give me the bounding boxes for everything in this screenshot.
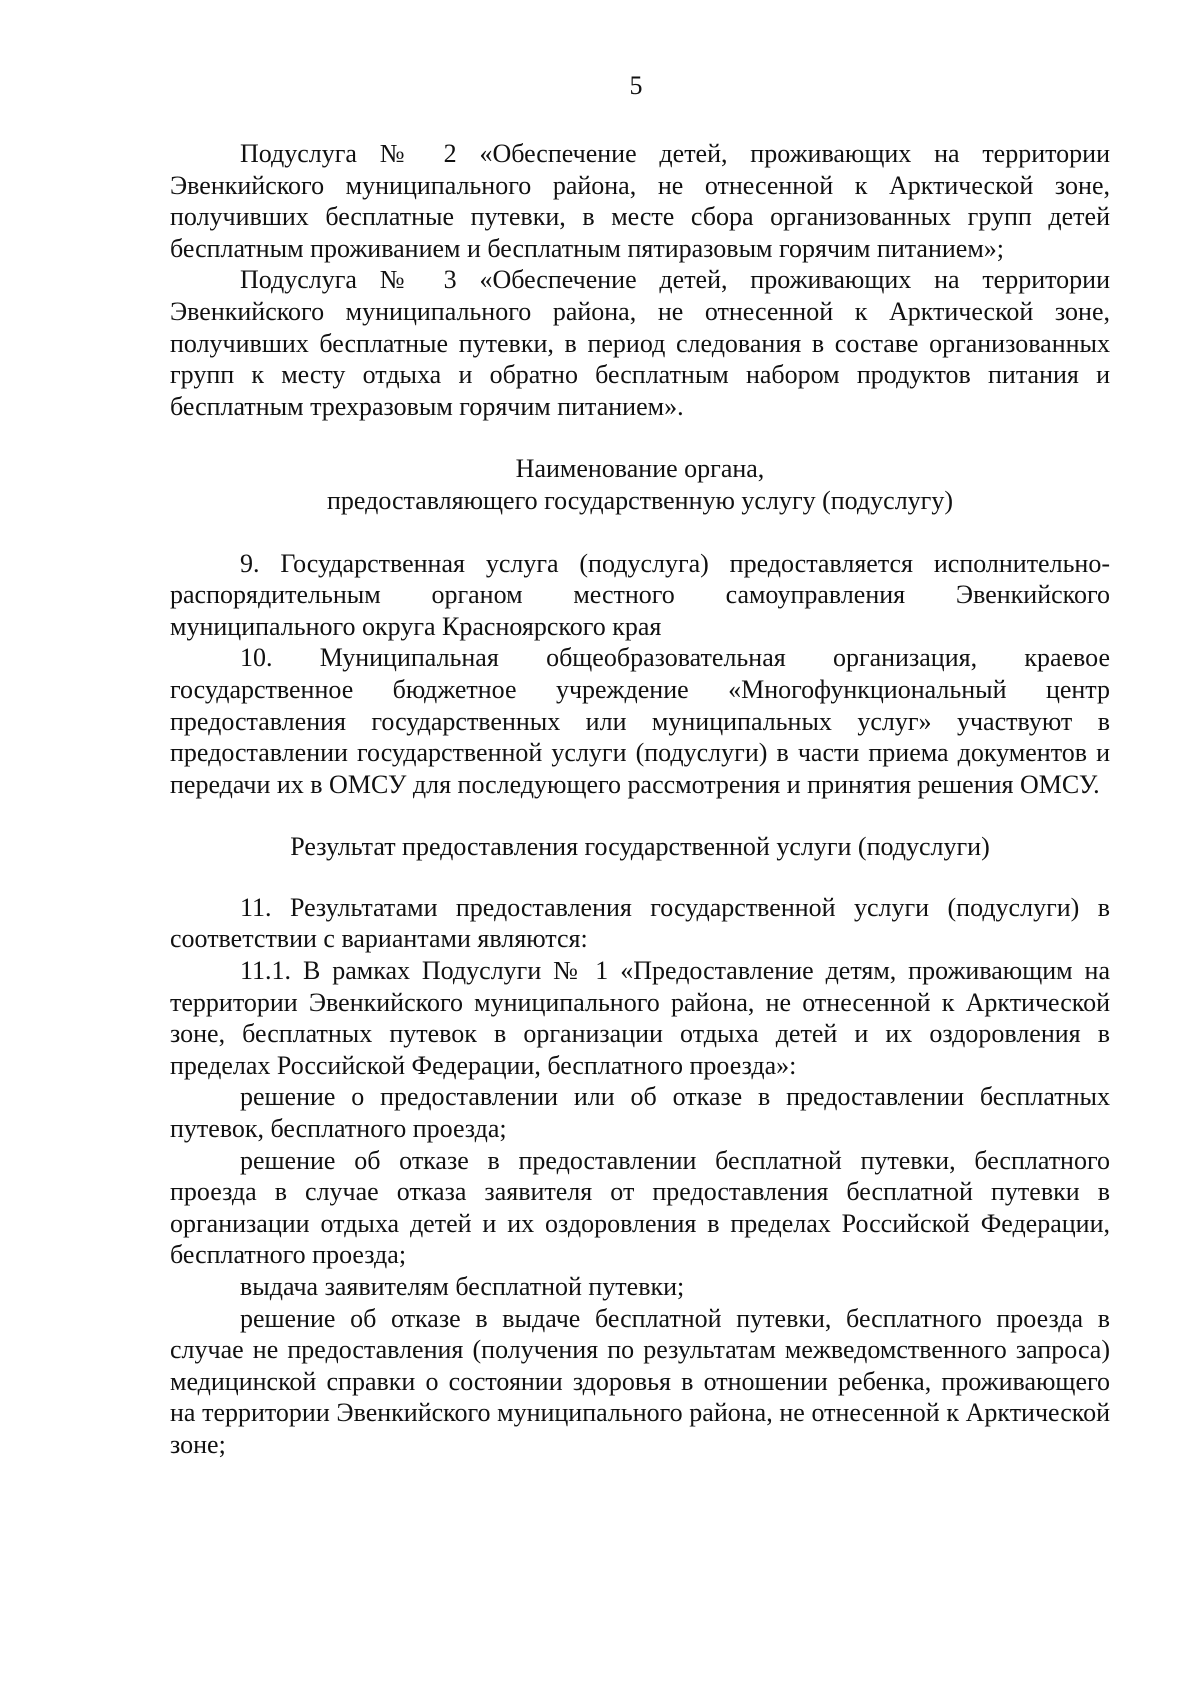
- paragraph-item-11: 11. Результатами предоставления государственной услуги (подуслуги) в соответствии с вариантами являются:: [170, 892, 1110, 954]
- heading-result: Результат предоставления государственной услуги (подуслуги): [290, 832, 990, 862]
- heading-organ-line-1: Наименование органа,: [515, 454, 765, 484]
- paragraph-item-10: 10. Муниципальная общеобразовательная организация, краевое государственное бюджетное учреждение «Многофункциональный центр предоставления государственных или муниципальных услуг» участвуют в предоставлении государственной услуги (подуслуги) в части приема документов и передачи их в ОМСУ для последующего рассмотрения и принятия решения ОМСУ.: [170, 643, 1110, 799]
- document-body: [170, 138, 1110, 1461]
- page-number: 5: [629, 71, 643, 100]
- paragraph-subservice-3: Подуслуга № 3 «Обеспечение детей, проживающих на территории Эвенкийского муниципального района, не отнесенной к Арктической зоне, получивших бесплатные путевки, в период следования в составе организованных групп к месту отдыха и обратно бесплатным набором продуктов питания и бесплатным трехразовым горячим питанием».: [170, 265, 1110, 421]
- paragraph-item-11-1: 11.1. В рамках Подуслуги № 1 «Предоставление детям, проживающим на территории Эвенкийского муниципального района, не отнесенной к Арктической зоне, бесплатных путевок в организации отдыха детей и их оздоровления в пределах Российской Федерации, бесплатного проезда»:: [170, 956, 1110, 1080]
- paragraph-item-9: 9. Государственная услуга (подуслуга) предоставляется исполнительно-распорядительным органом местного самоуправления Эвенкийского муниципального округа Красноярского края: [170, 548, 1110, 641]
- heading-organ-line-2: предоставляющего государственную услугу (подуслугу): [327, 485, 953, 515]
- paragraph-result-refusal-issuance: решение об отказе в выдаче бесплатной путевки, бесплатного проезда в случае не предоставления (получения по результатам межведомственного запроса) медицинской справки о состоянии здоровья в отношении ребенка, проживающего на территории Эвенкийского муниципального района, не отнесенной к Арктической зоне;: [170, 1303, 1110, 1459]
- paragraph-result-decision: решение о предоставлении или об отказе в предоставлении бесплатных путевок, бесплатного проезда;: [170, 1082, 1110, 1144]
- paragraph-result-issuance: выдача заявителям бесплатной путевки;: [240, 1272, 685, 1301]
- paragraph-subservice-2: Подуслуга № 2 «Обеспечение детей, проживающих на территории Эвенкийского муниципального района, не отнесенной к Арктической зоне, получивших бесплатные путевки, в месте сбора организованных групп детей бесплатным проживанием и бесплатным пятиразовым горячим питанием»;: [170, 139, 1110, 263]
- paragraph-result-refusal: решение об отказе в предоставлении бесплатной путевки, бесплатного проезда в случае отказа заявителя от предоставления бесплатной путевки в организации отдыха детей и их оздоровления в пределах Российской Федерации, бесплатного проезда;: [170, 1145, 1110, 1270]
